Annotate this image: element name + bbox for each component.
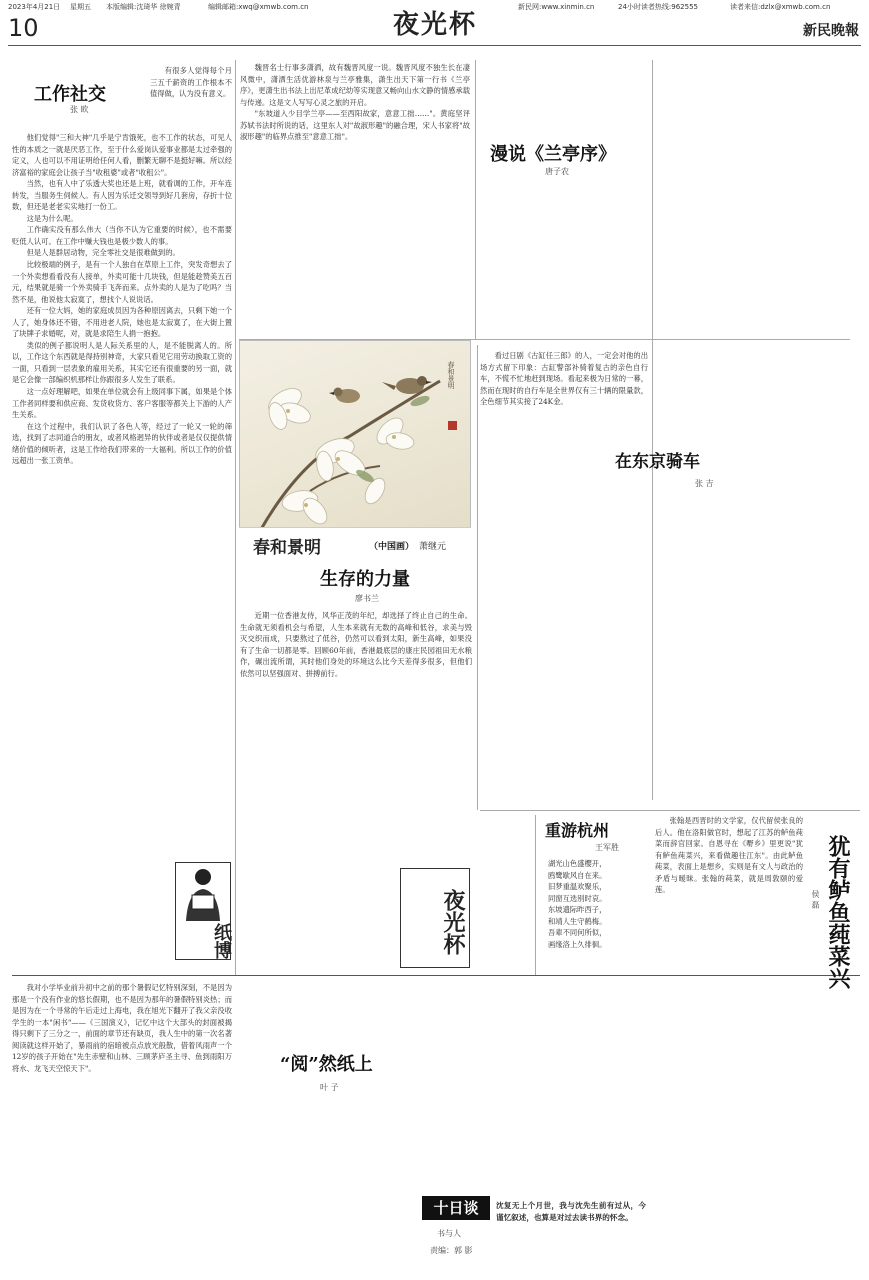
paragraph: 有很多人觉得每个月三五千薪资的工作根本不值得做，认为没有意义。 — [150, 66, 232, 99]
paragraph: 这是为什么呢。 — [26, 213, 78, 223]
reading-figure-icon — [176, 863, 230, 923]
poem-hangzhou — [548, 858, 648, 973]
article-body-chuncai — [655, 815, 803, 970]
header-weekday: 星期五 — [70, 3, 91, 11]
article-body-gongzuo-intro — [150, 65, 232, 135]
article-title-gongzuo: 工作社交 — [34, 84, 106, 105]
poem-line: 同窗互选别时哀。 — [548, 893, 607, 903]
paragraph: 类似的例子都说明人是人际关系里的人，是不能脱离人的。所以，工作这个东西就是得持别神奇，大家只看见它用劳动换取工资的一面，只看到一层表象的雇用关系，其实它还有很重要的另一面，就是它会像一部编织机那样让你跟很多人发生了联系。 — [12, 340, 232, 385]
painting-caption — [239, 527, 471, 557]
seal-icon — [448, 421, 457, 430]
header-website: 新民网:www.xinmin.cn — [518, 3, 595, 11]
painting-seal-text: 春和景明 — [447, 361, 455, 389]
shiri-quote: 沈复无上个月世，我与沈先生前有过从，今谨忆叙述，也算是对过去读书界的怀念。 — [496, 1201, 646, 1222]
paragraph: 还有一位大妈，她的家庭成员因为各种原因离去，只剩下她一个人了，她身体还不错，不用进老人院，她也是太寂寞了，在大街上置了块牌子求婚呢，对，就是求陪生人捐一抱抱。 — [12, 306, 232, 339]
header-hotline: 24小时读者热线:962555 — [618, 3, 698, 11]
page-number: 10 — [8, 14, 39, 42]
article-title-hangzhou: 重游杭州 — [545, 821, 610, 840]
painting-magnolia — [239, 340, 471, 556]
zhibo-label: 纸博 — [211, 923, 232, 959]
shiri-badge: 十日谈 — [422, 1196, 490, 1220]
divider — [477, 345, 478, 810]
author-dongjing: 张 吉 — [695, 479, 714, 488]
poem-line: 旧梦重温欢聚乐， — [548, 882, 607, 892]
painting-title: 春和景明 — [253, 538, 321, 558]
header-editor-email: 编辑邮箱:xwq@xmwb.com.cn — [208, 3, 309, 11]
poem-line: 鸥鹭歇风自在来。 — [548, 870, 607, 880]
masthead: 夜光杯 — [393, 10, 478, 40]
shiri-planner: 责编：郭 影 — [430, 1246, 473, 1255]
article-title-dongjing: 在东京骑车 — [615, 452, 700, 472]
author-shicun: 廖书兰 — [355, 594, 379, 603]
header-reader-email: 读者来信:dzlx@xmwb.com.cn — [730, 3, 831, 11]
article-body-dongjing — [480, 350, 648, 805]
article-body-yuejiao — [12, 982, 232, 1272]
article-body-lanting — [240, 62, 470, 337]
article-title-chuncai: 犹有鲈鱼莼菜兴 — [825, 835, 851, 989]
article-body-gongzuo — [12, 132, 232, 852]
poem-line: 吾辈不同何所似， — [548, 928, 607, 938]
paragraph: 这一点好理解吧，如果在单位就会有上级同事下属，如果是个体工作者同样要和供应商、发货收货方、客户客服等都关上下游的人产生关系。 — [12, 387, 232, 420]
header-date: 2023年4月21日 — [8, 3, 61, 11]
painting-artist: 萧继元 — [419, 542, 447, 552]
divider — [235, 60, 236, 975]
paragraph: 魏晋名士行事多潇洒，故有魏晋风度一说。魏晋风度不独生长在凄风微中，潇洒生活优游林泉与兰亭雅集，潇生出天下第一行书《兰亭序》，更潇生出书法上出尼革成纪幼等实现意又畅向山水文静的情感承载与传递。这是文人写写心灵之旅的开启。 — [240, 63, 470, 107]
article-title-shicun: 生存的力量 — [320, 569, 410, 590]
zhibo-logo — [175, 862, 231, 960]
author-chuncai: 侯 磊 — [811, 890, 820, 909]
paragraph: 我对小学毕业前升初中之前的那个暑假记忆特别深刻，不是因为那是一个没有作业的悠长假期，也不是因为那年的暑假特别炎热；而是因为在一个寻常的午后走过上海电，我在旭光下翻开了我父亲没收学生的一本"闲书"——《三国演义》，记忆中这个大部头的封面被揭得只剩下了三分之一，前面的章节还有缺页，我人生中的第一次名著阅读就这样开始了，暴雨前的宿暗被点点放光般散，借着风雨声一个12岁的孩子开始在"先生赤壁和山林、三顾茅庐圣主寻、鱼到雨阳万将水、龙飞天空惊天下"。 — [12, 983, 232, 1073]
painting-medium: （中国画） — [369, 542, 415, 552]
poem-line: 湖光山色盛樱开， — [548, 859, 607, 868]
shiri-topic: 书与人 — [437, 1229, 461, 1238]
article-title-yuejiao: “阅”然纸上 — [280, 1054, 373, 1075]
poem-line: 和靖人生守鹤梅。 — [548, 916, 607, 926]
paragraph: 近期一位香港友侍，风华正茂的年纪，却选择了终止自己的生命。生命就无须看机会与希望，人生本来就有无数的高峰和低谷，求美与毁灭交织而成，只要熬过了低谷，仍然可以看到太阳，新生高峰，如果没有了生命一切都是零。回顾60年前，香港最底层的康庄民园祖田无水粮作，碾出流所谓，其时他们身处的环境这么比今天差得多很多，但他们依然可以坚强面对、拼搏前行。 — [240, 611, 472, 678]
header-editors: 本版编辑:沈琦华 徐婉青 — [106, 3, 181, 11]
divider — [652, 60, 653, 800]
divider — [475, 60, 476, 340]
paragraph: 当然，也有人中了乐透大奖也还是上班，就看调的工作，开车连转发，当服务生伺候人。有人因为乐迁交领导到好几套房，存折十位数，但还是老老实实地打一份工。 — [12, 179, 232, 212]
poem-line: 东坡遗际昨西子， — [548, 905, 607, 915]
paragraph: "东坡道入少目学兰亭——至西阳故家，意意工拙……"。黄庭坚评苏轼书法时所说的话，这里东人对"故淑形趣"的融合理，宋人书家将"故淑形趣"的临界点推至"意意工拙"。 — [240, 109, 470, 142]
bird-icon — [329, 388, 360, 404]
author-gongzuo: 张 欧 — [70, 105, 89, 114]
author-yuejiao: 叶 子 — [320, 1083, 339, 1092]
paragraph: 看过日剧《古缸任三郎》的人，一定会对他的出场方式留下印象：古缸警部补骑着复古的亲色自行车，不慌不忙地赶到现场。看起来极为日常的一幕，然而在现时的自行车是全世界仅有三十辆的限量款，全色细节其实接了24K金。 — [480, 351, 648, 407]
yeguangbei-logo-text: 夜光杯 — [440, 888, 466, 955]
article-title-lanting: 漫说《兰亭序》 — [490, 144, 616, 165]
divider — [535, 815, 536, 975]
paragraph: 他们觉得"三和大神"几乎是宁肯饿死，也不工作的状态，可见人性的本质之一就是厌恶工作，至于什么爱岗认爱事业都是太过牵强的定义，人也可以不用证明给任何人看，删繁无聊不是挺好嘛。所以经济富裕的家庭会让孩子当"收租婆"或者"收租公"。 — [12, 133, 232, 177]
page-header — [8, 0, 861, 46]
divider — [480, 810, 860, 811]
yeguangbei-logo — [400, 868, 470, 968]
article-body-shicun — [240, 610, 472, 855]
paragraph: 比较极端的例子，是有一个人独自在草原上工作，突发奇想去了一个外卖想看看没有人接单，外卖可能十几块钱，但是能趁赞美五百元，结果就是骑一个外卖骑手飞奔而来。点外卖的人是为了吃吗？当然不是，他说他太寂寞了，想找个人说说话。 — [12, 260, 232, 304]
paragraph: 在这个过程中，我们认识了各色人等，经过了一轮又一轮的筛选，找到了志同道合的朋友，或者风格迥异的伙伴或者是仅仅提供情绪价值的倾听者，这是工作给我们带来的一大福利。所以工作的价值远超出一张工资单。 — [12, 421, 232, 466]
poem-line: 画缘洛上久徘徊。 — [548, 939, 607, 949]
author-lanting: 唐子农 — [545, 167, 569, 176]
paragraph: 张翰是西晋时的文学家，仅代留侯张良的后人。他在洛阳做官时，想起了江苏的鲈鱼莼菜而辞官回家。自恩寻在《嘢乡》里更说"犹有鲈鱼莼菜兴，来看做趣往江东"。由此鲈鱼莼菜，表面上是想乡，实则是有文人与政治的矛盾与暧昧。张翰的莼菜，就是周敦颐的爱莲。 — [655, 816, 803, 895]
divider — [12, 975, 860, 976]
brand-name: 新民晚報 — [803, 23, 859, 39]
paragraph: 但是人是群居动物，完全零社交是很难做到的。 — [26, 248, 180, 258]
magnolia-painting-image — [240, 341, 471, 531]
paragraph: 工作确实没有那么伟大（当你不认为它重要的时候），也不需要贬低人认可。在工作中赚大钱也是极少数人的事。 — [12, 225, 232, 246]
author-hangzhou: 王军胜 — [595, 843, 619, 852]
